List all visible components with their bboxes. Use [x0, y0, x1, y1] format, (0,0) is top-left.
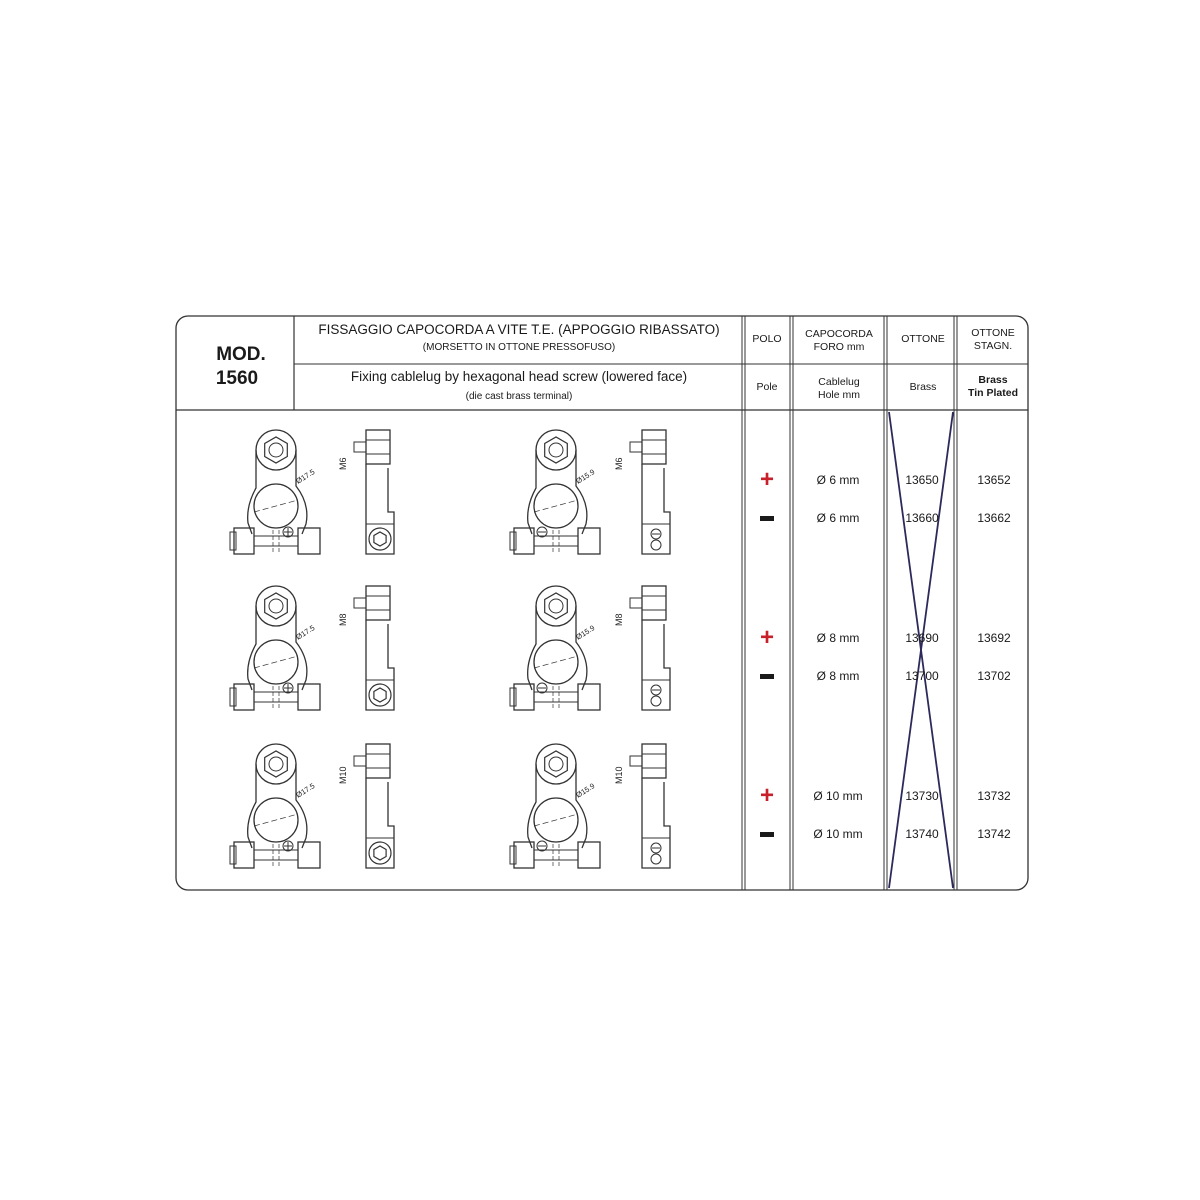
- minus-icon: [760, 832, 774, 837]
- tin-plated-code: 13692: [977, 631, 1011, 645]
- screw-size-label: M10: [614, 766, 624, 784]
- terminal-front-view: [230, 430, 320, 554]
- brass-code: 13730: [905, 789, 939, 803]
- minus-icon: [760, 674, 774, 679]
- terminal-front-view: [510, 430, 600, 554]
- col-pole: Pole: [756, 381, 778, 393]
- brass-code: 13740: [905, 827, 939, 841]
- diameter-label: Ø17.5: [294, 623, 317, 642]
- screw-size-label: M6: [338, 457, 348, 470]
- hole-size: Ø 6 mm: [816, 511, 860, 525]
- col-foro: FORO mm: [813, 341, 865, 353]
- tin-plated-code: 13732: [977, 789, 1011, 803]
- hole-size: Ø 10 mm: [813, 789, 863, 803]
- col-stagn: STAGN.: [973, 340, 1013, 352]
- tin-plated-code: 13702: [977, 669, 1011, 683]
- screw-size-label: M8: [338, 613, 348, 626]
- brass-code: 13690: [905, 631, 939, 645]
- screw-size-label: M10: [338, 766, 348, 784]
- screw-size-label: M8: [614, 613, 624, 626]
- subtitle-english: (die cast brass terminal): [465, 391, 573, 402]
- minus-icon: [760, 516, 774, 521]
- brass-code: 13650: [905, 473, 939, 487]
- tin-plated-code: 13662: [977, 511, 1011, 525]
- tin-plated-code: 13652: [977, 473, 1011, 487]
- col-brass: Brass: [909, 381, 937, 393]
- col-capocorda: CAPOCORDA: [805, 328, 873, 340]
- plus-icon: +: [759, 466, 775, 493]
- col-cablelug: Cablelug: [818, 376, 860, 388]
- diameter-label: Ø17.5: [294, 467, 317, 486]
- drawing-row: [230, 430, 670, 554]
- terminal-side-view: [614, 744, 670, 868]
- diameter-label: Ø17.5: [294, 781, 317, 800]
- title-italian: FISSAGGIO CAPOCORDA A VITE T.E. (APPOGGIO RIBASSATO): [318, 322, 720, 337]
- terminal-side-view: [614, 586, 670, 710]
- col-hole: Hole mm: [817, 389, 861, 401]
- hole-size: Ø 10 mm: [813, 827, 863, 841]
- drawing-row: [230, 586, 670, 710]
- diameter-label: Ø15.9: [574, 623, 597, 642]
- terminal-drawings: [230, 430, 670, 868]
- hole-size: Ø 8 mm: [816, 631, 860, 645]
- col-tin-plated: Tin Plated: [968, 387, 1018, 399]
- terminal-front-view: [230, 744, 320, 868]
- terminal-front-view: [510, 744, 600, 868]
- brass-code: 13660: [905, 511, 939, 525]
- col-ottone-stagn: OTTONE: [971, 327, 1015, 339]
- title-english: Fixing cablelug by hexagonal head screw (lowered face): [350, 369, 688, 384]
- drawing-row: [230, 744, 670, 868]
- terminal-front-view: [230, 586, 320, 710]
- terminal-side-view: [614, 430, 670, 554]
- hole-size: Ø 6 mm: [816, 473, 860, 487]
- model-label: MOD.: [216, 344, 266, 365]
- col-ottone: OTTONE: [901, 333, 945, 345]
- terminal-side-view: [338, 430, 394, 554]
- terminal-front-view: [510, 586, 600, 710]
- screw-size-label: M6: [614, 457, 624, 470]
- plus-icon: +: [759, 624, 775, 651]
- brass-code: 13700: [905, 669, 939, 683]
- diameter-label: Ø15.9: [574, 781, 597, 800]
- subtitle-italian: (MORSETTO IN OTTONE PRESSOFUSO): [422, 342, 616, 353]
- hole-size: Ø 8 mm: [816, 669, 860, 683]
- col-polo: POLO: [752, 333, 782, 345]
- col-brass-tin: Brass: [978, 374, 1008, 386]
- terminal-side-view: [338, 744, 394, 868]
- model-number: 1560: [215, 368, 259, 389]
- tin-plated-code: 13742: [977, 827, 1011, 841]
- diameter-label: Ø15.9: [574, 467, 597, 486]
- plus-icon: +: [759, 782, 775, 809]
- terminal-side-view: [338, 586, 394, 710]
